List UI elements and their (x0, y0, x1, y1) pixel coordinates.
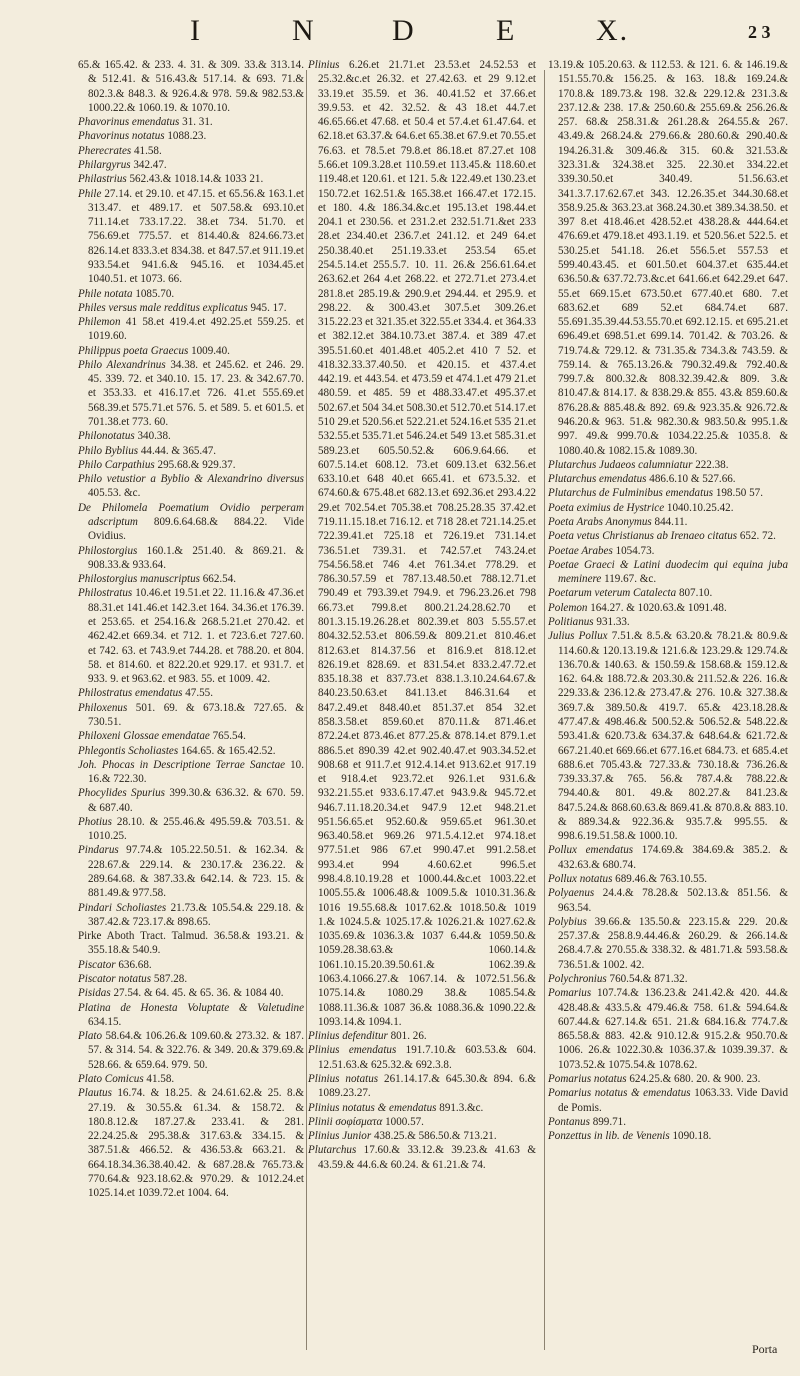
index-entry (78, 458, 304, 472)
index-entry (548, 472, 788, 486)
index-references: 1088.23. (164, 130, 207, 143)
index-entry (78, 786, 304, 815)
index-entry (78, 544, 304, 573)
index-references: 765.54. (209, 730, 246, 743)
index-headword: Philo Carpathius (78, 458, 155, 471)
index-entry (308, 1143, 536, 1172)
index-references: 164.65. & 165.42.52. (178, 744, 276, 757)
index-entry (548, 615, 788, 629)
index-headword: Pisidas (78, 987, 111, 1000)
index-entry (78, 501, 304, 544)
page-number: 2 3 (748, 22, 771, 42)
index-entry (78, 744, 304, 758)
index-headword: Pontanus (548, 1115, 590, 1128)
header-letter: N (292, 14, 316, 47)
index-entry (78, 344, 304, 358)
index-references: 501. 69. & 673.18.& 727.65. & 730.51. (88, 701, 304, 728)
index-headword: Piscator notatus (78, 973, 152, 985)
index-headword: Philargyrus (78, 158, 131, 171)
index-headword: Pherecrates (78, 144, 132, 157)
index-headword: Poetae Arabes (548, 544, 613, 557)
index-references: 405.53. &c. (88, 487, 141, 500)
index-entry (78, 429, 304, 443)
index-headword: Poeta Arabs Anonymus (548, 516, 652, 528)
index-entry (548, 872, 788, 886)
index-entry (548, 586, 788, 600)
index-headword: Plutarchus emendatus (548, 473, 647, 486)
index-entry (78, 1001, 304, 1030)
header-letter: D (392, 14, 416, 47)
index-references: 34.38. et 245.62. et 246. 29. 45. 339. 72. et 340.10. 15. 17. 23. & 342.67.70. et 353.33. et 416.17.et 726. 41.et 555.69.et 568.39.et 575.71.et 576. 5. et 589. 5. et 601.5. et 701.38.et 773. 60. (88, 358, 304, 429)
index-references: 17.60.& 33.12.& 39.23.& 41.63 & 43.59.& 44.6.& 60.24. & 61.21.& 74. (318, 1144, 536, 1171)
index-headword: Phlegontis Scholiastes (78, 744, 179, 757)
index-entry (548, 544, 788, 558)
index-column-middle (308, 58, 536, 1354)
index-headword: Plinius notatus (308, 1072, 379, 1085)
index-references: 58.64.& 106.26.& 109.60.& 273.32. & 187. 57. & 314. 54. & 322.76. & 349. 20.& 379.69.& 528.66. & 659.64. 979. 50. (88, 1030, 304, 1071)
index-entry (308, 1101, 536, 1115)
index-entry (78, 58, 304, 115)
column-rule (306, 70, 307, 1350)
index-entry (78, 572, 304, 586)
header-letter: E (496, 14, 517, 47)
index-references: 261.14.17.& 645.30.& 894. 6.& 1089.23.27. (318, 1072, 536, 1100)
index-references: 119.67. &c. (601, 573, 657, 586)
index-headword: Pomarius notatus & emendatus (548, 1087, 691, 1100)
index-references: 1009.40. (188, 344, 230, 357)
index-references: 13.19.& 105.20.63. & 112.53. & 121. 6. & 146.19.& 151.55.70.& 156.25. & 163. 18.& 169.24.& 170.8.& 189.73.& 198. 32.& 229.12.& 231.3.& 237.12.& 238. 17.& 250.60.& 255.69.& 256.26.& 257. 68.& 258.31.& 261.28.& 264.55.& 267. 43.49.& 268.24.& 279.66.& 280.60.& 290.40.& 194.26.31.& 309.46.& 315. 60.& 321.53.& 323.31.& 324.38.et 325. 22.30.et 334.22.et 339.30.50.et 340.49. 51.56.63.et 341.3.7.17.62.67.et 343. 12.26.35.et 344.30.68.et 358.9.25.& 363.23.at 368.24.30.et 389.34.38.50. et 397 8.et 418.46.et 428.52.et 438.28.& 444.64.et 476.69.et 479.18.et 493.1.19. et 520.56.et 522.5. et 530.25.et 541.18. 26.et 556.5.et 557.53 et 599.40.43.45. et 601.50.et 604.37.et 635.44.et 636.50.& 637.72.73.&c.et 641.66.et 642.29.et 647. 55.et 669.15.et 673.50.et 677.40.et 680. 7.et 683.62.et 689 52.et 684.74.et 687. 55.691.35.39.44.53.55.70.et 692.12.15. et 695.21.et 696.49.et 698.51.et 699.14. 701.42. & 703.26. & 719.74.& 729.12. & 731.35.& 734.3.& 743.59. & 759.14. & 765.13.26.& 790.32.49.& 792.40.& 799.7.& 800.32.& 808.32.39.42.& 809. 3.& 810.47.& 814.17. & 838.29.& 855. 43.& 859.60.& 876.28.& 885.48.& 892. 69.& 923.35.& 926.72.& 946.20.& 963. 51.& 982.30.& 983.50.& 995.1.& 997. 49.& 999.70.& 1034.22.25.& 1035.8. & 1080.40.& 1082.15.& 1089.30. (548, 59, 788, 457)
index-references: 634.15. (88, 1015, 122, 1028)
index-references: 24.4.& 78.28.& 502.13.& 851.56. & 963.54. (558, 887, 788, 914)
index-references: 191.7.10.& 603.53.& 604. 12.51.63.& 625.32.& 692.3.8. (318, 1044, 536, 1071)
index-entry (78, 472, 304, 501)
index-headword: Plutarchus Judaeos calumniatur (548, 458, 693, 471)
index-references: 562.43.& 1018.14.& 1033 21. (126, 173, 264, 186)
index-references: 107.74.& 136.23.& 241.42.& 420. 44.& 428.48.& 433.5.& 479.46.& 758. 61.& 594.64.& 607.44.& 627.14.& 651. 21.& 684.16.& 774.7.& 865.58.& 883. 42.& 910.12.& 915.2.& 950.70.& 1006. 26.& 1022.30.& 1036.37.& 1039.39.37. & 1073.52.& 1075.54.& 1078.62. (558, 987, 788, 1071)
index-references: 1000.57. (382, 1115, 424, 1128)
index-references: 945. 17. (247, 301, 287, 314)
index-entry (548, 501, 788, 515)
index-headword: Phavorinus emendatus (78, 116, 180, 129)
index-references: 97.74.& 105.22.50.51. & 162.34. & 228.67.& 229.14. & 230.17.& 236.22. & 289.64.68. & 387.33.& 642.14. & 723. 15. & 881.49.& 977.58. (88, 844, 304, 900)
index-headword: Philostorgius (78, 544, 138, 557)
index-headword: Plutarchus de Fulminibus emendatus (548, 487, 714, 500)
index-entry (78, 315, 304, 344)
index-references: 7.51.& 8.5.& 63.20.& 78.21.& 80.9.& 114.60.& 120.13.19.& 121.6.& 123.29.& 129.74.& 136.70.& 140.63. & 150.59.& 158.68.& 159.12.& 162. 64.& 188.72.& 203.30.& 211.52.& 226. 16.& 229.33.& 236.12.& 273.47.& 276. 10.& 327.38.& 369.7.& 389.50.& 419.7. 65.& 423.18.28.& 477.47.& 498.46.& 500.52.& 506.52.& 548.22.& 593.41.& 620.73.& 634.37.& 648.64.& 621.72.& 667.21.40.et 669.66.et 677.16.et 684.73. et 685.4.et 688.6.et 705.43.& 727.33.& 730.18.& 736.26.& 739.33.37.& 765. 56.& 787.4.& 788.22.& 794.40.& 801. 49.& 802.27.& 841.23.& 847.5.24.& 868.60.63.& 869.41.& 870.8.& 883.10. & 889.34.& 922.36.& 935.7.& 995.55. & 998.6.19.51.58.& 1000.10. (558, 630, 788, 843)
index-references: 47.55. (182, 687, 213, 700)
index-headword: Plato Comicus (78, 1072, 144, 1085)
page-header (0, 8, 800, 56)
index-entry (308, 1115, 536, 1129)
index-headword: Philo Alexandrinus (78, 358, 166, 371)
index-entry (548, 843, 788, 872)
index-references: 1054.73. (612, 544, 655, 557)
index-headword: Polychronius (548, 973, 607, 985)
index-entry (548, 529, 788, 543)
index-headword: Poeta vetus Christianus ab Irenaeo citatus (548, 530, 738, 543)
index-references: 652. 72. (737, 530, 776, 543)
index-headword: Philostratus emendatus (78, 687, 183, 700)
index-references: 342.47. (130, 158, 167, 171)
index-references: 624.25.& 680. 20. & 900. 23. (626, 1072, 761, 1085)
index-entry (78, 129, 304, 143)
index-headword: Philostratus (78, 587, 133, 600)
index-headword: Polemon (548, 601, 588, 614)
index-references: Pirke Aboth Tract. Talmud. 36.58.& 193.21. & 355.18.& 540.9. (78, 930, 304, 957)
index-entry (78, 172, 304, 186)
index-headword: Poetae Graeci & Latini duodecim qui equina juba meminere (548, 558, 788, 586)
index-headword: Plinii σοφίσματα (308, 1115, 383, 1128)
index-headword: Poetarum veterum Catalecta (548, 587, 677, 600)
index-entry (308, 58, 536, 1029)
index-column-right (548, 58, 788, 1354)
index-headword: Philemon (78, 316, 121, 329)
index-entry (548, 986, 788, 1072)
index-references: 689.46.& 763.10.55. (612, 873, 708, 886)
index-headword: Piscator (78, 958, 116, 971)
index-entry (308, 1072, 536, 1101)
index-entry (548, 972, 788, 986)
index-references: 760.54.& 871.32. (606, 973, 688, 985)
index-references: 340.38. (134, 430, 171, 443)
index-headword: Plinius notatus & emendatus (308, 1101, 437, 1114)
header-letter: X. (596, 14, 630, 47)
index-entry (78, 815, 304, 844)
index-references: 222.38. (692, 458, 729, 471)
index-headword: Ponzettus in lib. de Venenis (548, 1130, 670, 1143)
index-entry (78, 444, 304, 458)
index-entry (548, 886, 788, 915)
index-references: 636.68. (115, 958, 152, 971)
index-entry (308, 1129, 536, 1143)
index-entry (78, 586, 304, 686)
index-references: 65.& 165.42. & 233. 4. 31. & 309. 33.& 313.14. & 512.41. & 516.43.& 517.14. & 693. 71.& 802.3.& 848.3. & 926.4.& 978. 59.& 982.53.& 1000.22.& 1060.19. & 1070.10. (78, 59, 304, 114)
index-references: 399.30.& 636.32. & 670. 59. & 687.40. (88, 787, 304, 814)
index-headword: Philostorgius manuscriptus (78, 573, 200, 586)
index-headword: Plutarchus (308, 1144, 357, 1157)
index-headword: Platina de Honesta Voluptate & Valetudine (78, 1001, 304, 1014)
index-entry (78, 158, 304, 172)
index-references: 44.44. & 365.47. (138, 444, 217, 457)
index-headword: Plinius (308, 59, 340, 71)
index-entry (548, 601, 788, 615)
index-references: 21.73.& 105.54.& 229.18. & 387.42.& 723.17.& 898.65. (88, 901, 304, 928)
index-headword: Plato (78, 1030, 103, 1043)
index-entry (548, 558, 788, 587)
index-entry (308, 1029, 536, 1043)
index-references: 27.54. & 64. 45. & 65. 36. & 1084 40. (110, 987, 284, 1000)
index-references: 809.6.64.68.& 884.22. Vide Ovidius. (88, 516, 304, 543)
index-headword: Philoxenus (78, 701, 128, 714)
index-references: 486.6.10 & 527.66. (646, 473, 736, 486)
index-entry (548, 915, 788, 972)
index-entry (78, 843, 304, 900)
index-entry (78, 686, 304, 700)
index-headword: Phile (78, 187, 102, 200)
index-references: 438.25.& 586.50.& 713.21. (371, 1130, 497, 1143)
index-headword: Pomarius notatus (548, 1072, 627, 1085)
index-headword: Philo Byblius (78, 444, 139, 457)
index-entry (548, 486, 788, 500)
index-references: 41.58. (143, 1072, 175, 1085)
index-entry (78, 115, 304, 129)
index-headword: Philoxeni Glossae emendatae (78, 730, 210, 743)
index-references: 160.1.& 251.40. & 869.21. & 908.33.& 933.64. (88, 544, 304, 571)
index-references: 27.14. et 29.10. et 47.15. et 65.56.& 163.1.et 313.47. et 489.17. et 507.58.& 693.10.et 711.14.et 733.17.22. 38.et 734. 51.70. et 756.69.et 775.57. et 814.40.& 824.66.73.et 826.14.et 833.3.et 834.38. et 847.57.et 911.19.et 933.54.et 941.6.& 945.16. et 1034.45.et 1040.51. et 1073. 66. (88, 187, 304, 286)
index-references: 891.3.&c. (436, 1101, 484, 1114)
index-headword: Polybius (548, 915, 587, 928)
index-entry (78, 958, 304, 972)
index-entry (548, 1129, 788, 1143)
index-entry (78, 187, 304, 287)
index-headword: Philonotatus (78, 430, 135, 443)
index-entry (548, 1072, 788, 1086)
index-references: 662.54. (199, 573, 237, 586)
index-entry (78, 1072, 304, 1086)
index-references: 844.11. (651, 516, 688, 528)
index-references: 899.71. (589, 1115, 626, 1128)
index-headword: Poeta eximius de Hystrice (548, 501, 665, 514)
index-headword: Plinius emendatus (308, 1044, 397, 1057)
index-references: 1085.70. (132, 287, 175, 300)
index-references: 39.66.& 135.50.& 223.15.& 229. 20.& 257.37.& 258.8.9.44.46.& 260.29. & 266.14.& 268.4.7.& 270.55.& 338.32. & 481.71.& 593.58.& 736.51.& 1002. 42. (558, 915, 788, 971)
index-references: 807.10. (676, 587, 713, 600)
index-headword: Phile notata (78, 287, 133, 300)
column-rule (544, 70, 545, 1350)
index-headword: Philastrius (78, 173, 127, 186)
index-references: 1090.18. (669, 1130, 712, 1143)
index-headword: Philes versus male redditus explicatus (78, 301, 248, 314)
index-entry (78, 901, 304, 930)
index-references: 10. 16.& 722.30. (88, 758, 304, 786)
index-headword: Pollux notatus (548, 873, 613, 886)
index-entry (78, 287, 304, 301)
index-headword: Philo vetustior a Byblio & Alexandrino diversus (78, 473, 304, 486)
index-entry (78, 1029, 304, 1072)
index-references: 1040.10.25.42. (664, 501, 734, 514)
index-headword: Polyaenus (548, 887, 595, 900)
index-entry (308, 1043, 536, 1072)
index-entry (78, 986, 304, 1000)
index-references: 198.50 57. (713, 487, 763, 500)
index-references: 587.28. (151, 973, 188, 985)
index-entry (548, 629, 788, 843)
index-entry (548, 58, 788, 458)
index-headword: Photius (78, 815, 112, 828)
index-entry (548, 515, 788, 529)
index-headword: Plautus (78, 1087, 112, 1100)
catchword: Porta (752, 1342, 778, 1356)
index-headword: Phocylides Spurius (78, 787, 165, 800)
index-entry (78, 758, 304, 787)
index-references: 295.68.& 929.37. (154, 458, 236, 471)
index-entry (548, 1115, 788, 1129)
index-references: 801. 26. (387, 1030, 427, 1043)
index-references: 41.58. (131, 144, 162, 157)
index-entry (78, 1086, 304, 1200)
index-headword: Julius Pollux (548, 630, 608, 643)
index-entry (548, 1086, 788, 1115)
index-references: 28.10. & 255.46.& 495.59.& 703.51. & 1010.25. (88, 815, 304, 843)
index-references: 1063.33. Vide David de Pomis. (558, 1087, 788, 1114)
index-entry (78, 144, 304, 158)
index-references: 164.27. & 1020.63.& 1091.48. (587, 601, 727, 614)
index-headword: Pomarius (548, 987, 592, 1000)
index-headword: Phavorinus notatus (78, 130, 165, 143)
index-headword: Pollux emendatus (548, 844, 634, 857)
index-headword: Plinius Junior (308, 1130, 372, 1143)
index-entry (78, 358, 304, 429)
index-entry (78, 301, 304, 315)
index-column-left (78, 58, 304, 1354)
index-references: 16.74. & 18.25. & 24.61.62.& 25. 8.& 27.19. & 30.55.& 61.34. & 158.72. & 180.8.12.& 187.27.& 233.41. & 281. 22.24.25.& 295.38.& 317.63.& 334.15. & 387.51.& 466.52. & 436.53.& 663.21. & 664.18.34.36.38.40.42. & 687.28.& 765.73.& 770.64.& 923.18.62.& 970.29. & 1012.24.et 1025.14.et 1039.72.et 1004. 64. (88, 1087, 304, 1200)
index-entry (78, 929, 304, 958)
index-references: 174.69.& 384.69.& 385.2. & 432.63.& 680.74. (558, 844, 788, 871)
index-headword: Pindari Scholiastes (78, 901, 167, 914)
index-headword: Plinius defenditur (308, 1030, 388, 1043)
index-headword: Joh. Phocas in Descriptione Terrae Sanctae (78, 758, 286, 771)
index-headword: Pindarus (78, 844, 119, 857)
index-entry (78, 972, 304, 986)
index-references: 6.26.et 21.71.et 23.53.et 24.52.53 et 25.32.&c.et 26.32. et 27.42.63. et 29 9.12.et 33.19.et 35.59. et 36. 40.41.52 et 37.66.et 39.9.53. et 42. 32.52. & 43 18.et 44.7.et 46.65.66.et 47.68. et 50.4 et 57.4.et 61.47.64. et 62.18.et 63.37.& 64.6.et 65.38.et 67.9.et 70.55.et 76.63. et 78.5.et 79.8.et 86.18.et 87.27.et 108 5.66.et 109.3.28.et 110.59.et 113.45.& 118.60.et 119.48.et 120.61. et 121. 5.& 122.49.et 130.23.et 150.72.et 162.51.& 165.38.et 166.47.et 172.15. et 180. 4.& 186.34.&c.et 195.13.et 198.44.et 204.1 et 230.56. et 231.2.et 232.51.71.&et 233 28.et 234.40.et 236.7.et 241.12. et 249 64.et 250.38.40.et 251.19.33.et 253.54 65.et 254.5.14.et 255.5.7. 10. 11. 26.& 256.61.64.et 263.62.et 264 4.et 268.22. et 272.71.et 273.4.et 281.8.et 285.19.& 290.9.et 294.44. et 295.9. et 298.22. & 300.43.et 307.5.et 309.26.et 315.22.23 et 321.35.et 322.55.et 334.4. et 364.33 et 382.12.et 384.10.73.et 387.4. et 389 47.et 395.51.60.et 401.48.et 405.2.et 410 7 52. et 418.32.33.37.40.50. et 420.15. et 437.4.et 442.19. et 443.54. et 473.59 et 474.1.et 479 21.et 480.59. et 485. 59 et 488.33.47.et 495.37.et 502.67.et 504 34.et 508.30.et 512.70.et 514.17.et 510 29.et 520.56.et 522.21.et 524.16.et 535 21.et 532.55.et 535.71.et 546.24.et 549 13.et 585.31.et 589.23.et 605.50.52.& 606.9.64.66. et 607.5.14.et 608.12. 73.et 609.13.et 632.56.et 633.10.et 648 40.et 665.41. et 673.5.32. et 674.60.& 675.48.et 682.13.et 692.36.et 293.4.22 29.et 702.54.et 705.38.et 708.25.28.35 37.42.et 719.11.15.18.et 716.12. et 718 28.et 721.14.25.et 722.39.41.et 725.18 et 726.19.et 731.14.et 736.51.et 739.31. et 742.57.et 743.24.et 754.56.58.et 746 4.et 761.34.et 778.29. et 786.30.57.59 et 787.13.48.50.et 788.12.71.et 790.49 et 793.39.et 794.9. et 796.23.26.et 798 66.73.et 799.8.et 800.21.24.28.62.70 et 801.3.15.19.26.28.et 802.39.et 803 5.55.57.et 804.32.52.53.et 806.59.& 809.21.et 810.46.et 812.63.et 814.37.56 et 816.9.et 818.12.et 826.19.et 828.69. et 831.54.et 833.2.47.72.et 835.18.38 et 837.73.et 838.1.3.10.24.64.67.& 840.23.50.63.et 841.13.et 846.31.64 et 847.2.49.et 848.40.et 851.37.et 854 32.et 858.3.58.et 859.60.et 870.11.& 871.46.et 872.24.et 873.46.et 877.25.& 878.14.et 879.1.et 886.5.et 890.39 42.et 902.40.47.et 903.34.52.et 908.68 et 911.7.et 912.4.14.et 913.62.et 917.19 et 918.4.et 923.72.et 926.1.et 931.6.& 932.21.55.et 933.6.17.47.et 943.9.& 945.72.et 946.7.11.18.20.34.et 947.9 12.et 948.21.et 951.56.65.et 952.60.& 959.65.et 961.30.et 963.40.58.et 969.26 971.5.4.12.et 974.18.et 977.51.et 986 67.et 990.47.et 991.2.58.et 993.4.et 994 4.60.62.et 996.5.et 998.4.8.10.19.28 et 1000.44.&c.et 1003.22.et 1005.55.& 1006.48.& 1009.5.& 1010.31.36.& 1016 19.55.68.& 1017.62.& 1018.50.& 1019 1.& 1024.5.& 1025.17.& 1026.21.& 1027.62.& 1035.69.& 1036.3.& 1037 6.44.& 1059.50.& 1059.28.38.63.& 1060.14.& 1061.10.15.20.39.50.61.& 1062.39.& 1063.4.1066.27.& 1067.14. & 1072.51.56.& 1075.14.& 1080.29 38.& 1085.54.& 1088.11.36.& 1087 36.& 1088.36.& 1090.22.& 1093.14.& 1094.1. (318, 59, 536, 1028)
index-references: 931.33. (593, 615, 630, 628)
index-references: 10.46.et 19.51.et 22. 11.16.& 47.36.et 88.31.et 141.46.et 142.3.et 164. 34.36.et 176.39. et 253.65. et 254.16.& 268.5.21.et 270.42. et 462.42.et 669.34. et 712. 1. et 723.6.et 727.60. et 742. 63. et 743.9.et 744.28. et 788.20. et 804. 58. et 814.60. et 822.20.et 929.17. et 931.7. et 933. 9. et 963.62. et 983. 55. et 1009. 42. (88, 587, 304, 686)
index-entry (78, 729, 304, 743)
index-entry (548, 458, 788, 472)
index-headword: De Philomela Poematium Ovidio perperam adscriptum (78, 501, 304, 528)
index-entry (78, 701, 304, 730)
index-headword: Politianus (548, 615, 594, 628)
index-references: 31. 31. (179, 116, 213, 129)
header-letter: I (190, 14, 202, 47)
index-headword: Philippus poeta Graecus (78, 344, 189, 357)
index-references: 41 58.et 419.4.et 492.25.et 559.25. et 1019.60. (88, 316, 304, 343)
